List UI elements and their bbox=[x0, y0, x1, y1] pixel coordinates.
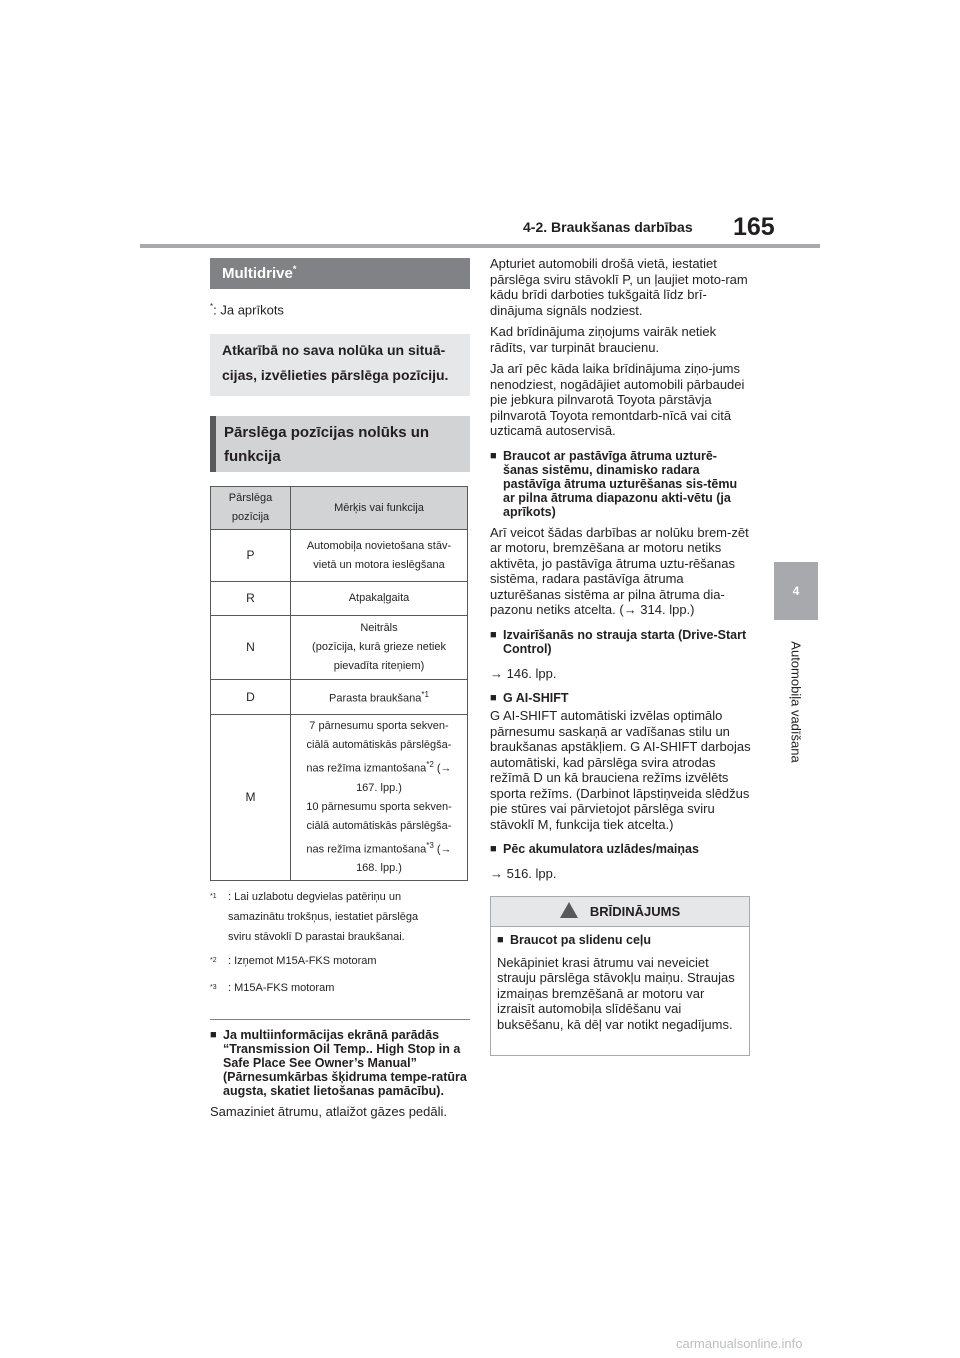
drive-start-heading: ■ Izvairīšanās no strauja starta (Drive-Start Control) bbox=[490, 627, 747, 656]
gear-r: R bbox=[211, 582, 291, 616]
table-row bbox=[211, 530, 468, 582]
battery-heading: ■ Pēc akumulatora uzlādes/maiņas bbox=[490, 842, 699, 856]
table-row bbox=[211, 616, 468, 680]
page-reference: → 146. lpp. bbox=[490, 665, 557, 681]
chapter-label bbox=[786, 632, 806, 772]
gear-m-purpose: 7 pārnesumu sporta sekven- ciālā automātiskās pārslēgša- nas režīma izmantošana$^{*2}$ (→ 167. lpp.) 10 pārnesumu sporta sekven- ciālā automātiskās pārslēgša- nas režīma izmantošana$^{*3}$ (→ 168. lpp.) bbox=[291, 715, 468, 881]
footnote-1: $^{*1}$ : Lai uzlabotu degvielas patēriņu un samazinātu trokšņus, iestatiet pārslēga sviru stāvoklī D parastai braukšanai. bbox=[210, 891, 419, 944]
paragraph: Kad brīdinājuma ziņojums vairāk netiek rādīts, var turpināt braucienu. bbox=[490, 324, 717, 355]
gear-position-table bbox=[210, 486, 468, 881]
gear-r-purpose: Atpakaļgaita bbox=[291, 582, 468, 616]
ai-shift-heading: ■ G AI-SHIFT bbox=[490, 691, 569, 705]
header-purpose: Mērķis vai funkcija bbox=[291, 487, 468, 530]
gear-p: P bbox=[211, 530, 291, 582]
gear-n: N bbox=[211, 616, 291, 680]
warning-box bbox=[490, 896, 750, 1056]
watermark: carmanualsonline.info bbox=[676, 1336, 803, 1351]
right-column bbox=[490, 256, 752, 1056]
bullet-square-icon: ■ bbox=[210, 1028, 217, 1041]
paragraph: Ja arī pēc kāda laika brīdinājuma ziņo-jums nenodziest, nogādājiet automobili pārbaudei pie jebkura pilnvarotā Toyota pārstāvja pilnvarotā Toyota remontdarb-nīcā vai citā uzticamā autoservisā. bbox=[490, 361, 745, 438]
bullet-square-icon: ■ bbox=[490, 692, 497, 704]
divider bbox=[210, 1019, 470, 1020]
gear-m: M bbox=[211, 715, 291, 881]
cruise-heading: ■ Braucot ar pastāvīga ātruma uzturē-šanas sistēmu, dinamisko radara pastāvīga ātruma uzturēšanas sis-tēmu ar pilna ātruma diapazonu akti-vētu (ja aprīkots) bbox=[490, 448, 738, 519]
bullet-square-icon: ■ bbox=[490, 449, 497, 462]
page-number: 165 bbox=[733, 213, 775, 241]
gear-d-purpose: Parasta braukšana$^{*1}$ bbox=[291, 680, 468, 715]
warning-body bbox=[491, 927, 749, 1033]
multidrive-title: Multidrive* bbox=[210, 258, 470, 289]
chapter-tab bbox=[774, 562, 818, 620]
warning-header: BRĪDINĀJUMS bbox=[491, 897, 749, 927]
intro-box: Atkarībā no sava nolūka un situā- cijas, izvēlieties pārslēga pozīciju. bbox=[210, 334, 470, 396]
equipped-note: *: Ja aprīkots bbox=[210, 302, 284, 318]
warning-triangle-icon bbox=[560, 902, 578, 918]
chapter-number: 4 bbox=[792, 584, 800, 598]
section-heading: Pārslēga pozīcijas nolūks un funkcija bbox=[210, 416, 470, 472]
paragraph: Arī veicot šādas darbības ar nolūku brem-zēt ar motoru, bremzēšana ar motoru netiks aktivēta, jo pastāvīga ātruma uztu-rēšanas sistēma, radara pastāvīga ātruma uzturēšanas sistēma ar pilna ātruma dia-pazonu netiks atcelta. (→ 314. lpp.) bbox=[490, 524, 749, 617]
gear-n-purpose: Neitrāls (pozīcija, kurā grieze netiek pievadīta riteņiem) bbox=[291, 616, 468, 680]
header-position: Pārslēga pozīcija bbox=[211, 487, 291, 530]
info-heading: ■ Ja multiinformācijas ekrānā parādās “Transmission Oil Temp.. High Stop in a Safe Place See Owner’s Manual” (Pārnesumkārbas šķidruma tempe-ratūra augsta, skatiet lietošanas pamācību). bbox=[210, 1027, 467, 1098]
info-text: Samaziniet ātrumu, atlaižot gāzes pedāli. bbox=[210, 1103, 448, 1119]
footnote-3: $^{*3}$ : M15A-FKS motoram bbox=[210, 981, 335, 994]
table-row bbox=[211, 582, 468, 616]
paragraph: Apturiet automobili drošā vietā, iestatiet pārslēga sviru stāvoklī P, un ļaujiet moto-ram kādu brīdi darboties tukšgaitā līdz brī-dinājuma signāls nodziest. bbox=[490, 256, 748, 318]
paragraph: G AI-SHIFT automātiski izvēlas optimālo pārnesumu saskaņā ar vadīšanas stilu un braukšanas apstākļiem. G AI-SHIFT darbojas automātiski, kad pārslēga svira atrodas režīmā D un kā brauciena režīms izvēlēts sporta režīms. (Darbinot lāpstiņveida slēdžus pie stūres vai pārvietojot pārslēga sviru stāvoklī M, funkcija tiek atcelta.) bbox=[490, 708, 751, 832]
footnote-2: $^{*2}$ : Izņemot M15A-FKS motoram bbox=[210, 955, 377, 968]
bullet-square-icon: ■ bbox=[490, 628, 497, 641]
table-header-row bbox=[211, 487, 468, 530]
table-row bbox=[211, 715, 468, 881]
section-title: 4-2. Braukšanas darbības bbox=[523, 219, 693, 235]
header-rule bbox=[140, 244, 820, 248]
bullet-square-icon: ■ bbox=[490, 843, 497, 855]
warning-heading: ■ Braucot pa slidenu ceļu bbox=[497, 932, 652, 947]
bullet-square-icon: ■ bbox=[497, 933, 504, 946]
gear-d: D bbox=[211, 680, 291, 715]
warning-text: Nekāpiniet krasi ātrumu vai neveiciet strauju pārslēga stāvokļu maiņu. Straujas izmaiņas bremzēšanā ar motoru var izraisīt automobiļa slīdēšanu vai buksēšanu, kā dēļ var notikt negadījums. bbox=[497, 954, 735, 1032]
gear-p-purpose: Automobiļa novietošana stāv- vietā un motora ieslēgšana bbox=[291, 530, 468, 582]
chapter-title: Automobiļa vadīšana bbox=[788, 641, 804, 763]
table-row bbox=[211, 680, 468, 715]
left-column bbox=[210, 258, 470, 1119]
page-reference: → 516. lpp. bbox=[490, 866, 557, 881]
